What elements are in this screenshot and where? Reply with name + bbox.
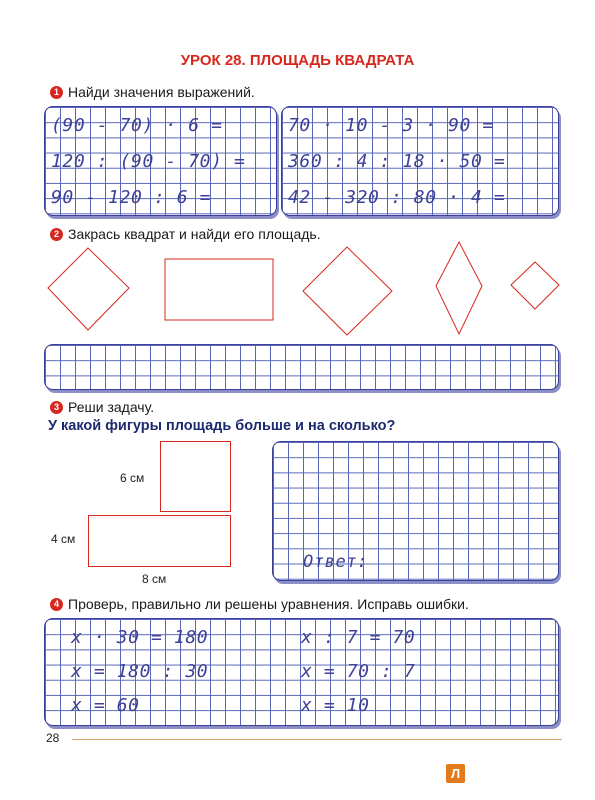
square-shape (303, 247, 392, 335)
page-number: 28 (46, 731, 60, 745)
task2-number: 2 (50, 228, 63, 241)
task4-grid (44, 618, 559, 726)
task1-text: Найди значения выражений. (68, 84, 255, 100)
task3-question: У какой фигуры площадь больше и на сколько? (48, 418, 396, 434)
task1-right-grid (281, 106, 559, 216)
rectangle-figure (88, 515, 231, 567)
side-label-4cm: 4 см (51, 532, 76, 546)
task1-left-grid (44, 106, 277, 216)
expression: 70 · 10 - 3 · 90 = (288, 115, 494, 136)
side-label-8cm: 8 см (142, 572, 167, 586)
equation: x : 7 = 70 (301, 627, 416, 648)
task3-text: Реши задачу. (68, 399, 155, 415)
shapes-figure (40, 238, 565, 338)
footer-rule (72, 739, 562, 740)
equation: x · 30 = 180 (71, 627, 209, 648)
equation: x = 10 (301, 695, 370, 716)
expression: 42 - 320 : 80 · 4 = (288, 187, 506, 208)
task4-number: 4 (50, 598, 63, 611)
task3-answer-grid (272, 441, 559, 581)
side-label-6cm: 6 см (120, 471, 145, 485)
publisher-logo: Л (446, 764, 465, 783)
task4-text: Проверь, правильно ли решены уравнения. Исправь ошибки. (68, 596, 469, 612)
task3-number: 3 (50, 401, 63, 414)
answer-label: Ответ: (303, 552, 369, 572)
expression: 360 : 4 : 18 · 50 = (288, 151, 506, 172)
equation: x = 70 : 7 (301, 661, 416, 682)
expression: 90 - 120 : 6 = (51, 187, 212, 208)
equation: x = 60 (71, 695, 140, 716)
square-figure (160, 441, 231, 512)
task1-heading (50, 84, 255, 100)
equation: x = 180 : 30 (71, 661, 209, 682)
task3-heading (50, 399, 154, 415)
task2-text: Закрась квадрат и найди его площадь. (68, 226, 321, 242)
task4-heading (50, 596, 469, 612)
task1-number: 1 (50, 86, 63, 99)
expression: (90 - 70) · 6 = (51, 115, 223, 136)
rhombus-shape (48, 248, 129, 330)
small-square-shape (511, 262, 559, 309)
rhombus-tall-shape (436, 242, 482, 334)
lesson-title: УРОК 28. ПЛОЩАДЬ КВАДРАТА (180, 52, 415, 69)
task2-grid (44, 344, 559, 390)
rectangle-shape (165, 259, 273, 320)
expression: 120 : (90 - 70) = (51, 151, 246, 172)
